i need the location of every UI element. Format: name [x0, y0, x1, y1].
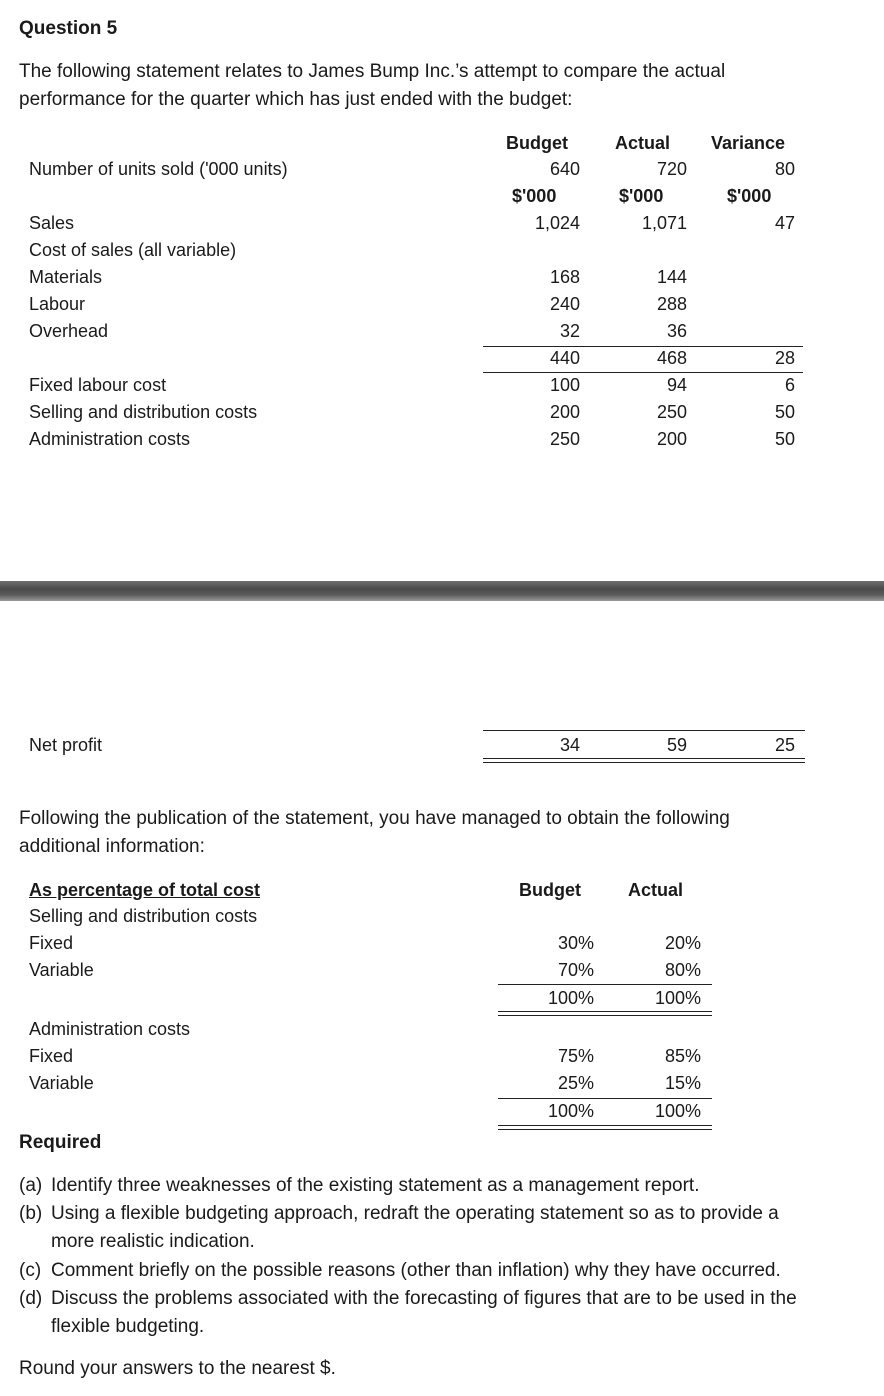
selling-fixed-budget: 30% [557, 933, 594, 953]
additional-header-actual: Actual [628, 880, 684, 900]
part-b-text-2: more realistic indication. [51, 1231, 255, 1252]
following-line-1: Following the publication of the statement, you have managed to obtain the following [19, 808, 730, 829]
admin-fixed-actual: 85% [664, 1046, 701, 1066]
required-heading: Required [19, 1132, 102, 1153]
selling-variance: 50 [774, 402, 795, 422]
admin-budget: 250 [549, 429, 580, 449]
net-profit-double-rule-1 [483, 758, 805, 759]
units-variance: 80 [774, 159, 795, 179]
sales-actual: 1,071 [641, 213, 687, 233]
additional-admin-label: Administration costs [29, 1019, 191, 1039]
selling-fixed-label: Fixed [29, 933, 74, 953]
part-c-prefix: (c) [19, 1260, 42, 1281]
admin-label: Administration costs [29, 429, 191, 449]
net-profit-label: Net profit [29, 735, 103, 755]
cost-of-sales-label: Cost of sales (all variable) [29, 240, 237, 260]
admin-total-budget: 100% [547, 1101, 594, 1121]
intro-line-2: performance for the quarter which has just ended with the budget: [19, 89, 573, 110]
additional-heading: As percentage of total cost [29, 880, 261, 900]
subtotal-variance: 28 [774, 348, 795, 368]
net-profit-actual: 59 [666, 735, 687, 755]
subtotal-rule [483, 346, 803, 347]
additional-header-budget: Budget [519, 880, 581, 900]
labour-actual: 288 [656, 294, 687, 314]
header-budget: Budget [506, 133, 568, 153]
admin-variable-actual: 15% [664, 1073, 701, 1093]
question-title: Question 5 [19, 18, 118, 39]
part-c-text: Comment briefly on the possible reasons (other than inflation) why they have occurred. [51, 1260, 781, 1281]
currency-variance: $'000 [727, 186, 772, 206]
admin-variance: 50 [774, 429, 795, 449]
selling-variable-actual: 80% [664, 960, 701, 980]
admin-total-rule [498, 1098, 712, 1099]
admin-fixed-budget: 75% [557, 1046, 594, 1066]
admin-variable-label: Variable [29, 1073, 94, 1093]
selling-total-rule [498, 984, 712, 985]
admin-fixed-label: Fixed [29, 1046, 74, 1066]
part-d-text-2: flexible budgeting. [51, 1316, 205, 1337]
labour-budget: 240 [549, 294, 580, 314]
round-note: Round your answers to the nearest $. [19, 1358, 336, 1379]
following-paragraph [19, 805, 831, 861]
admin-variable-budget: 25% [557, 1073, 594, 1093]
page-gap-bar [0, 581, 884, 601]
admin-total-actual: 100% [654, 1101, 701, 1121]
header-actual: Actual [615, 133, 671, 153]
units-actual: 720 [656, 159, 687, 179]
selling-fixed-actual: 20% [664, 933, 701, 953]
selling-label: Selling and distribution costs [29, 402, 258, 422]
overhead-label: Overhead [29, 321, 109, 341]
part-a-prefix: (a) [19, 1175, 43, 1196]
selling-budget: 200 [549, 402, 580, 422]
sales-budget: 1,024 [534, 213, 580, 233]
admin-actual: 200 [656, 429, 687, 449]
selling-total-actual: 100% [654, 988, 701, 1008]
header-variance: Variance [711, 133, 786, 153]
additional-selling-label: Selling and distribution costs [29, 906, 258, 926]
overhead-actual: 36 [666, 321, 687, 341]
part-d-text-1: Discuss the problems associated with the forecasting of figures that are to be used in the [51, 1288, 797, 1309]
currency-budget: $'000 [512, 186, 557, 206]
units-budget: 640 [549, 159, 580, 179]
net-profit-variance: 25 [774, 735, 795, 755]
currency-actual: $'000 [619, 186, 664, 206]
part-d-prefix: (d) [19, 1288, 43, 1309]
admin-total-double-2 [498, 1129, 712, 1130]
selling-total-double-2 [498, 1015, 712, 1016]
materials-actual: 144 [656, 267, 687, 287]
subtotal-budget: 440 [549, 348, 580, 368]
fixed-labour-label: Fixed labour cost [29, 375, 167, 395]
intro-line-1: The following statement relates to James Bump Inc.’s attempt to compare the actual [19, 61, 726, 82]
part-a-text: Identify three weaknesses of the existing statement as a management report. [51, 1175, 700, 1196]
selling-total-double-1 [498, 1011, 712, 1012]
fixed-labour-budget: 100 [549, 375, 580, 395]
following-line-2: additional information: [19, 836, 205, 857]
net-profit-top-rule [483, 730, 805, 731]
sales-variance: 47 [774, 213, 795, 233]
selling-actual: 250 [656, 402, 687, 422]
subtotal-bottom-rule [483, 372, 803, 373]
units-sold-label: Number of units sold ('000 units) [29, 159, 288, 179]
fixed-labour-variance: 6 [784, 375, 795, 395]
selling-total-budget: 100% [547, 988, 594, 1008]
fixed-labour-actual: 94 [666, 375, 687, 395]
labour-label: Labour [29, 294, 86, 314]
part-b-text-1: Using a flexible budgeting approach, redraft the operating statement so as to provide a [51, 1203, 779, 1224]
net-profit-double-rule-2 [483, 762, 805, 763]
selling-variable-budget: 70% [557, 960, 594, 980]
materials-budget: 168 [549, 267, 580, 287]
part-b-prefix: (b) [19, 1203, 43, 1224]
sales-label: Sales [29, 213, 75, 233]
net-profit-budget: 34 [559, 735, 580, 755]
intro-paragraph [19, 58, 831, 114]
selling-variable-label: Variable [29, 960, 94, 980]
overhead-budget: 32 [559, 321, 580, 341]
subtotal-actual: 468 [656, 348, 687, 368]
materials-label: Materials [29, 267, 103, 287]
admin-total-double-1 [498, 1125, 712, 1126]
